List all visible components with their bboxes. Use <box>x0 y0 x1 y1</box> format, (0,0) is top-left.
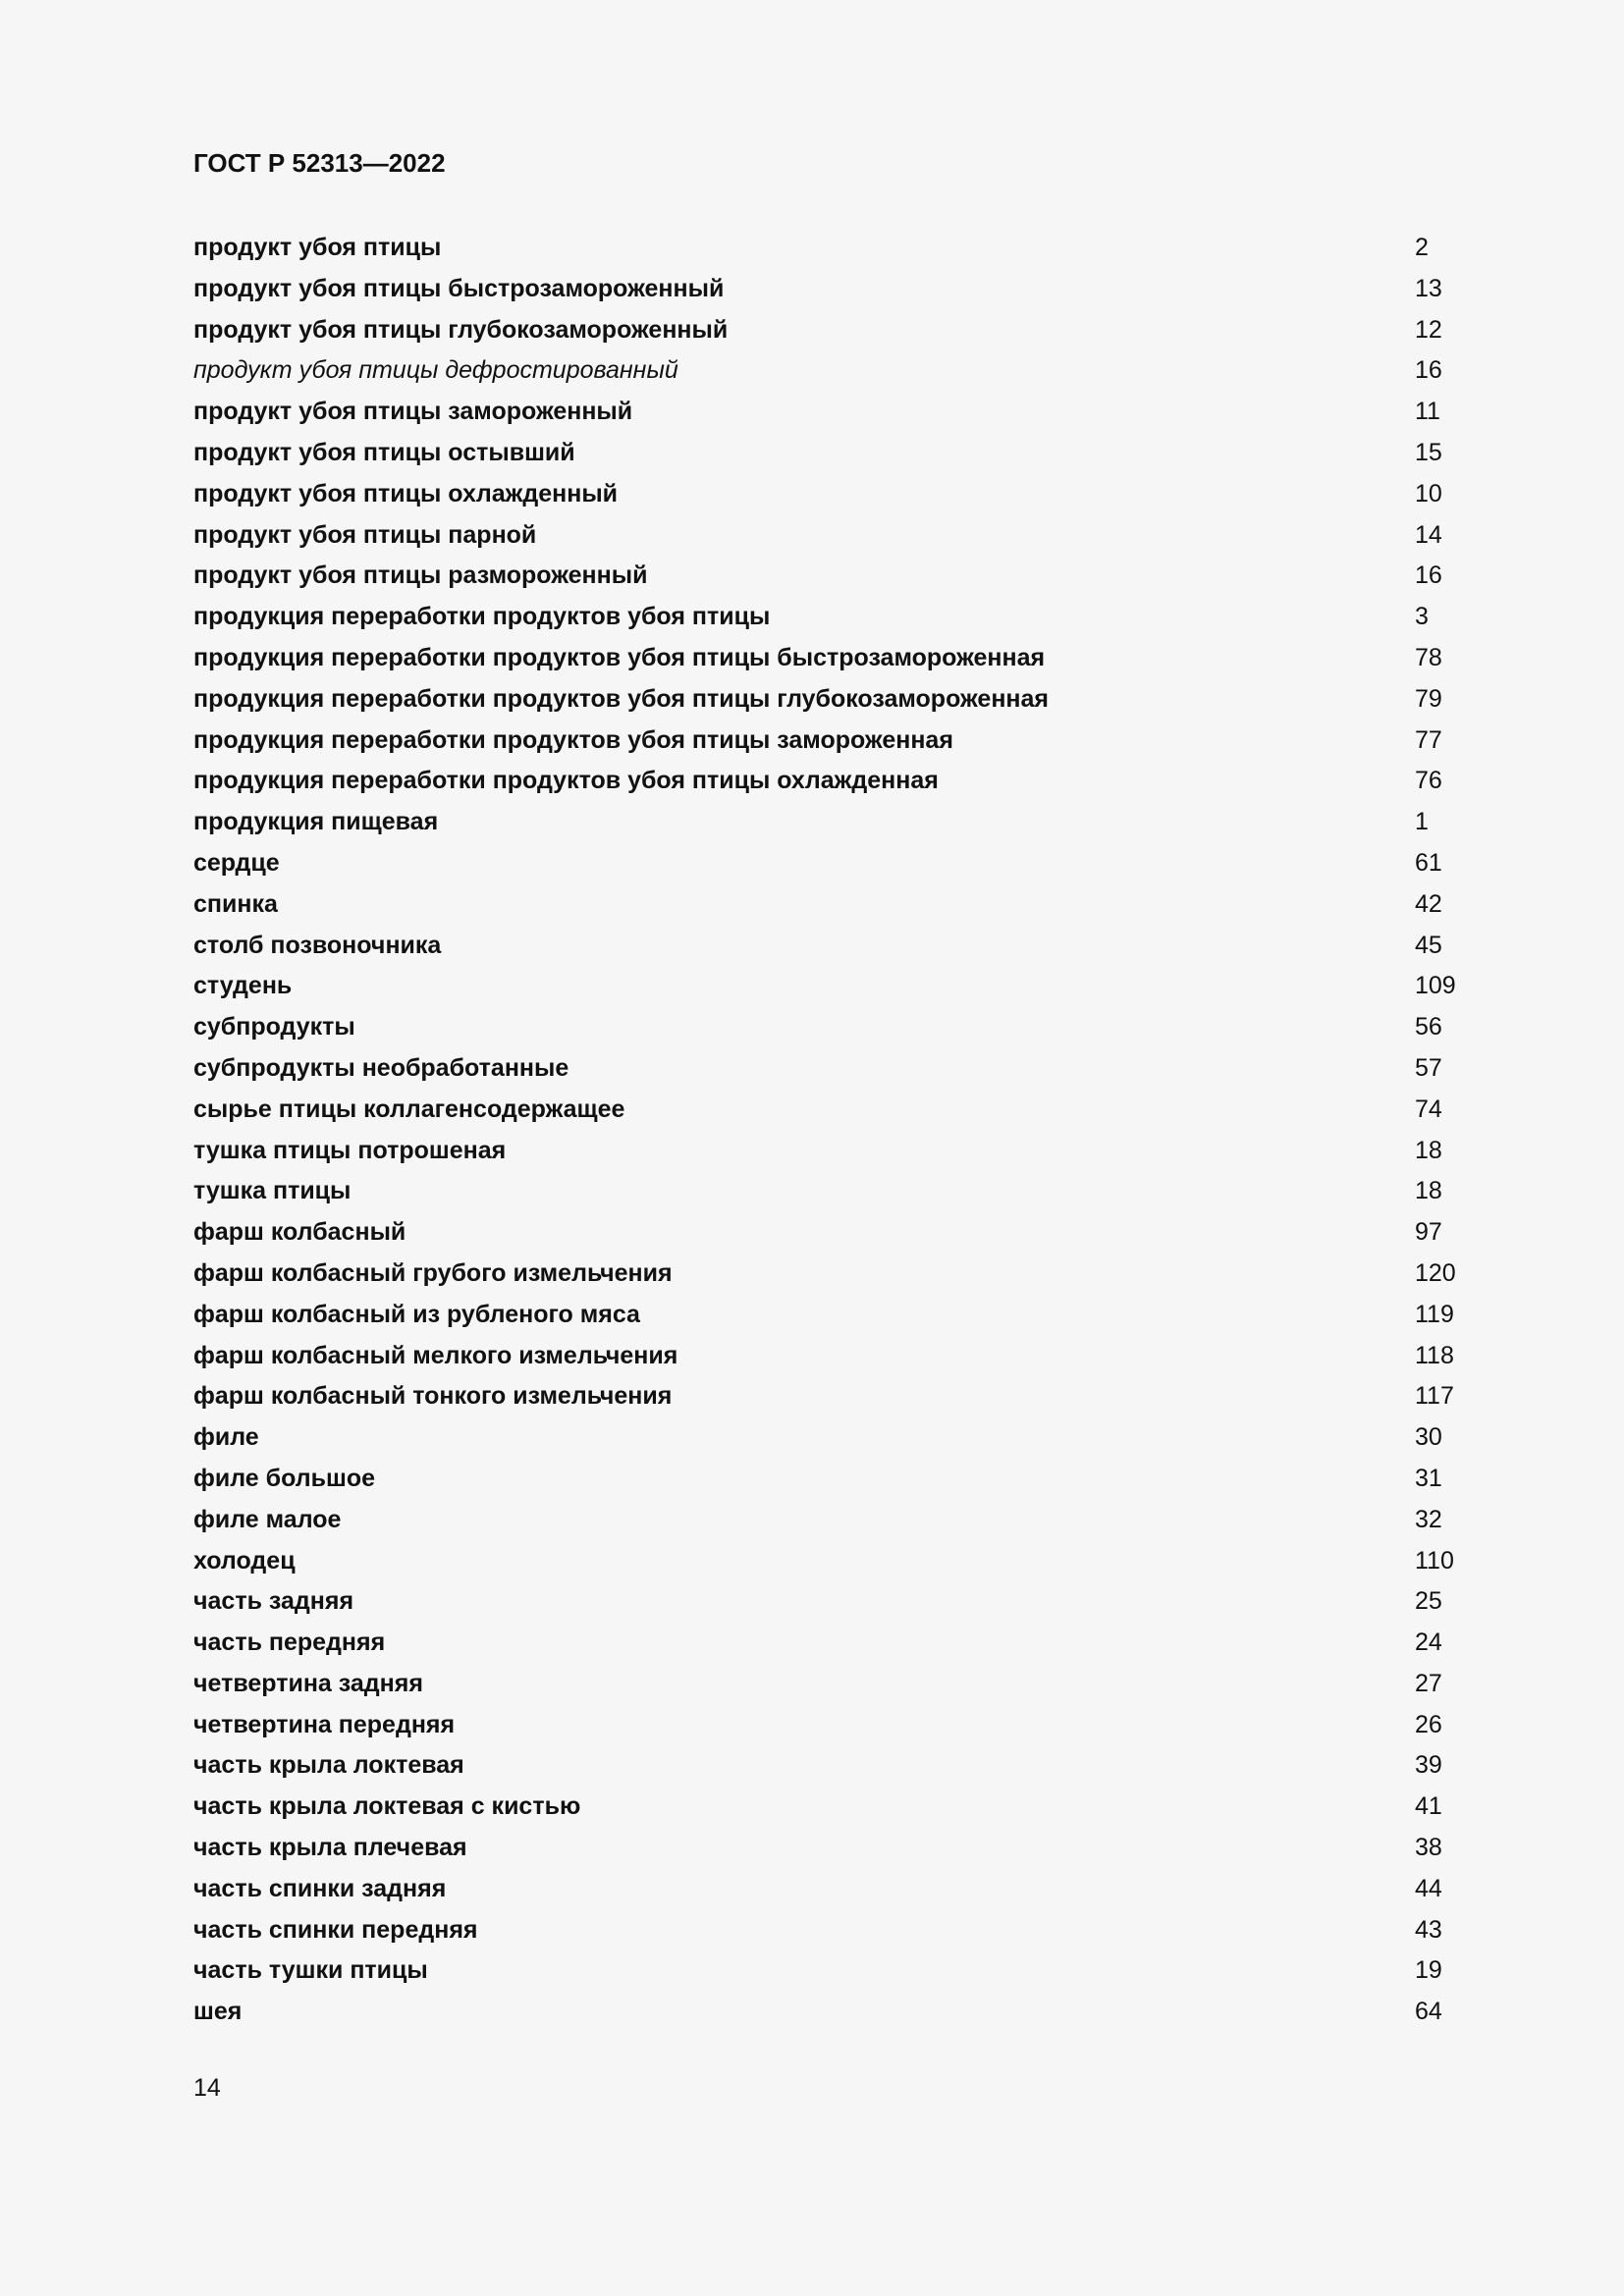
index-entry <box>193 1254 1470 1295</box>
index-entry <box>193 1376 1470 1417</box>
index-entry <box>193 1417 1470 1459</box>
index-term-number: 79 <box>1415 684 1442 713</box>
index-entry <box>193 1869 1470 1910</box>
index-term: холодец <box>193 1546 296 1575</box>
index-term: продукт убоя птицы размороженный <box>193 561 648 590</box>
index-term: продукция переработки продуктов убоя птицы <box>193 603 771 631</box>
index-term-number: 18 <box>1415 1136 1442 1164</box>
index-entry <box>193 1171 1470 1212</box>
index-entry <box>193 1212 1470 1254</box>
index-term: фарш колбасный мелкого измельчения <box>193 1341 678 1369</box>
index-term: фарш колбасный <box>193 1218 406 1247</box>
index-term-number: 119 <box>1415 1300 1454 1328</box>
index-term-number: 76 <box>1415 767 1442 795</box>
index-entry <box>193 1048 1470 1090</box>
index-term: продукт убоя птицы остывший <box>193 438 575 466</box>
index-entry <box>193 843 1470 884</box>
index-term-number: 27 <box>1415 1669 1442 1697</box>
index-term: продукт убоя птицы дефростированный <box>193 356 678 385</box>
index-entry <box>193 1131 1470 1172</box>
index-term: тушка птицы потрошеная <box>193 1136 507 1164</box>
index-term: продукт убоя птицы замороженный <box>193 398 633 426</box>
index-entry <box>193 269 1470 310</box>
index-term-number: 110 <box>1415 1546 1454 1575</box>
index-term: студень <box>193 972 293 1000</box>
index-term: четвертина передняя <box>193 1710 456 1738</box>
index-term: продукт убоя птицы <box>193 234 442 261</box>
index-term: часть задняя <box>193 1587 354 1616</box>
index-term-number: 18 <box>1415 1177 1442 1205</box>
index-entry <box>193 721 1470 762</box>
index-entry <box>193 679 1470 721</box>
index-term-number: 31 <box>1415 1464 1442 1492</box>
index-entry <box>193 1336 1470 1377</box>
index-entry <box>193 1910 1470 1951</box>
index-term: часть крыла локтевая <box>193 1751 464 1780</box>
index-entry <box>193 597 1470 638</box>
index-term-number: 41 <box>1415 1792 1442 1821</box>
index-entry <box>193 228 1470 269</box>
index-term-number: 56 <box>1415 1013 1442 1041</box>
index-entry <box>193 1581 1470 1623</box>
index-entry <box>193 1623 1470 1664</box>
index-term-number: 120 <box>1415 1258 1456 1287</box>
index-term: субпродукты <box>193 1013 355 1041</box>
index-entry <box>193 556 1470 597</box>
index-term-number: 32 <box>1415 1505 1442 1533</box>
index-term: филе <box>193 1423 259 1452</box>
index-term-number: 78 <box>1415 643 1442 671</box>
index-term-number: 42 <box>1415 889 1442 918</box>
index-term-number: 10 <box>1415 479 1442 507</box>
index-term-number: 109 <box>1415 972 1456 1000</box>
index-term: продукция переработки продуктов убоя птицы охлажденная <box>193 767 939 795</box>
index-term-number: 118 <box>1415 1341 1454 1369</box>
index-entry <box>193 1007 1470 1048</box>
index-term-number: 43 <box>1415 1915 1442 1944</box>
alphabetical-index <box>193 228 1470 2033</box>
index-term: продукция переработки продуктов убоя птицы быстрозамороженная <box>193 643 1046 671</box>
index-term: тушка птицы <box>193 1177 352 1205</box>
index-term: сердце <box>193 848 280 877</box>
index-term: продукция переработки продуктов убоя птицы глубокозамороженная <box>193 684 1050 713</box>
index-term-number: 25 <box>1415 1587 1442 1616</box>
index-entry <box>193 966 1470 1007</box>
index-term: филе малое <box>193 1505 342 1533</box>
index-term: сырье птицы коллагенсодержащее <box>193 1095 625 1123</box>
index-term: часть спинки передняя <box>193 1915 478 1944</box>
index-term-number: 24 <box>1415 1629 1442 1657</box>
document-header: ГОСТ Р 52313—2022 <box>193 148 446 178</box>
index-term-number: 3 <box>1415 603 1429 631</box>
index-term-number: 13 <box>1415 274 1442 302</box>
index-entry <box>193 1090 1470 1131</box>
index-term: продукт убоя птицы парной <box>193 520 537 549</box>
index-term-number: 77 <box>1415 725 1442 754</box>
index-term: продукт убоя птицы охлажденный <box>193 479 619 507</box>
index-term: фарш колбасный из рубленого мяса <box>193 1300 640 1328</box>
index-entry <box>193 392 1470 433</box>
index-term-number: 2 <box>1415 234 1429 261</box>
index-term: фарш колбасный грубого измельчения <box>193 1258 673 1287</box>
index-entry <box>193 474 1470 515</box>
index-term-number: 74 <box>1415 1095 1442 1123</box>
index-entry <box>193 1787 1470 1828</box>
index-term-number: 38 <box>1415 1834 1442 1862</box>
index-term-number: 16 <box>1415 561 1442 590</box>
index-entry <box>193 1295 1470 1336</box>
index-entry <box>193 926 1470 967</box>
index-term-number: 97 <box>1415 1218 1442 1247</box>
index-term-number: 11 <box>1415 398 1440 426</box>
index-entry <box>193 515 1470 557</box>
index-entry <box>193 638 1470 679</box>
index-term: филе большое <box>193 1464 375 1492</box>
index-term: продукт убоя птицы глубокозамороженный <box>193 315 729 344</box>
index-term: продукция пищевая <box>193 808 439 836</box>
index-term: часть тушки птицы <box>193 1956 428 1985</box>
index-term: часть крыла локтевая с кистью <box>193 1792 581 1821</box>
index-entry <box>193 1705 1470 1746</box>
index-entry <box>193 350 1470 392</box>
index-term-number: 1 <box>1415 808 1429 836</box>
index-term-number: 14 <box>1415 520 1442 549</box>
index-entry <box>193 433 1470 474</box>
index-entry <box>193 1745 1470 1787</box>
index-term: четвертина задняя <box>193 1669 423 1697</box>
index-entry <box>193 1459 1470 1500</box>
index-term-number: 16 <box>1415 356 1442 385</box>
index-term-number: 61 <box>1415 848 1442 877</box>
index-term: фарш колбасный тонкого измельчения <box>193 1382 673 1411</box>
index-term-number: 45 <box>1415 931 1442 959</box>
index-term: часть крыла плечевая <box>193 1834 467 1862</box>
index-entry <box>193 802 1470 843</box>
index-term: продукция переработки продуктов убоя птицы замороженная <box>193 725 953 754</box>
index-term: продукт убоя птицы быстрозамороженный <box>193 274 725 302</box>
index-term: часть спинки задняя <box>193 1874 447 1902</box>
index-term-number: 30 <box>1415 1423 1442 1452</box>
index-term: спинка <box>193 889 278 918</box>
index-term-number: 44 <box>1415 1874 1442 1902</box>
index-term: столб позвоночника <box>193 931 442 959</box>
page-number: 14 <box>193 2074 221 2102</box>
index-term-number: 57 <box>1415 1053 1442 1082</box>
index-term-number: 117 <box>1415 1382 1454 1411</box>
index-term-number: 26 <box>1415 1710 1442 1738</box>
index-entry <box>193 1541 1470 1582</box>
index-term-number: 19 <box>1415 1956 1442 1985</box>
index-term: субпродукты необработанные <box>193 1053 569 1082</box>
index-term: шея <box>193 1998 243 2026</box>
index-term-number: 64 <box>1415 1998 1442 2026</box>
index-entry <box>193 884 1470 926</box>
index-entry <box>193 1828 1470 1869</box>
index-entry <box>193 1664 1470 1705</box>
index-term: часть передняя <box>193 1629 386 1657</box>
index-term-number: 15 <box>1415 438 1442 466</box>
index-entry <box>193 310 1470 351</box>
index-entry <box>193 1992 1470 2033</box>
index-term-number: 12 <box>1415 315 1442 344</box>
index-entry <box>193 1500 1470 1541</box>
index-entry <box>193 1950 1470 1992</box>
index-entry <box>193 761 1470 802</box>
index-term-number: 39 <box>1415 1751 1442 1780</box>
